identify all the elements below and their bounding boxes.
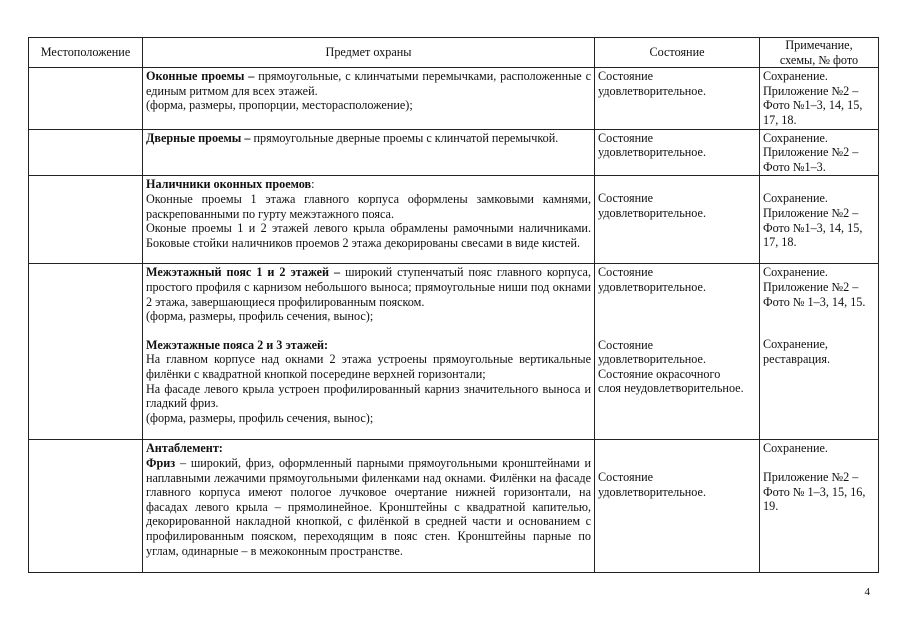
note-text: Приложение №2 – (763, 83, 859, 98)
note-text: Приложение №2 – (763, 145, 859, 160)
state-text: Состояние (598, 265, 654, 280)
state-text: Состояние (598, 69, 654, 84)
table-row (29, 68, 879, 129)
subject-title: Межэтажные пояса 2 и 3 этажей: (146, 337, 329, 352)
subject-title: Наличники оконных проемов (146, 177, 312, 192)
subject-cell (143, 129, 595, 176)
subject-title: Оконные проемы – (146, 69, 255, 84)
header-note (760, 38, 879, 68)
location-cell (29, 68, 143, 129)
state-text: Состояние (598, 337, 654, 352)
subject-subtitle: Фриз (146, 455, 176, 470)
note-text: Приложение №2 – (763, 469, 859, 484)
subject-paragraph (146, 265, 591, 309)
note-cell (760, 68, 879, 129)
table-header-row (29, 38, 879, 68)
subject-title: Межэтажный пояс 1 и 2 этажей – (146, 265, 341, 280)
location-cell (29, 129, 143, 176)
note-text: Сохранение, (763, 337, 828, 352)
state-text: Состояние (598, 191, 654, 206)
subject-extra: (форма, размеры, профиль сечения, вынос); (146, 309, 374, 324)
subject-text: – широкий, фриз, оформленный парными прямоугольными кронштейнами и наплавными лежачими прямоугольными филенками над окнами. Филёнки на фасаде главного корпуса имеют пологое лучковое очертание нижней горизонтали, на фасадах левого крыла – прямолинейное. Кронштейны с квадратной капителью, декорированной накладной кнопкой, с филёнкой в средней части и основанием с профилированным пояском, переходящим в пояс стен. Кронштейны парные по углам, одинарные – в межоконным пространстве. (146, 455, 591, 558)
state-text: Состояние (598, 470, 654, 485)
subject-paragraph: На главном корпусе над окнами 2 этажа устроены прямоугольные вертикальные филёнки с квадратной кнопкой посередине верхней горизонтали; (146, 352, 591, 381)
note-text: Сохранение. (763, 69, 828, 84)
subject-paragraph (146, 69, 591, 98)
subject-text: широкий ступенчатый пояс главного корпуса, простого профиля с карнизом небольшого выноса; прямоугольные ниши под окнами 2 этажа, завершающиеся профилированным пояском. (146, 265, 591, 309)
table-row (29, 264, 879, 440)
subject-text: прямоугольные дверные проемы с клинчатой перемычкой. (250, 130, 559, 145)
subject-title-suffix: : (311, 177, 315, 192)
note-text: 17, 18. (763, 235, 797, 250)
subject-cell (143, 440, 595, 573)
subject-extra: (форма, размеры, профиль сечения, вынос); (146, 410, 374, 425)
header-note-line1: Примечание, (785, 38, 853, 52)
note-text: Фото №1–3, 14, 15, (763, 220, 863, 235)
note-text: Фото №1–3, 14, 15, (763, 98, 863, 113)
state-cell (595, 129, 760, 176)
state-text: удовлетворительное. (598, 145, 707, 160)
subject-cell (143, 264, 595, 440)
state-text: удовлетворительное. (598, 83, 707, 98)
header-note-line2: схемы, № фото (779, 52, 859, 67)
note-text: Фото № 1–3, 15, 16, (763, 484, 866, 499)
note-cell (760, 129, 879, 176)
subject-title: Антаблемент: (146, 441, 223, 456)
note-text: Фото №1–3. (763, 159, 826, 174)
location-cell (29, 264, 143, 440)
protection-subject-table (28, 37, 879, 573)
state-text: Состояние (598, 130, 654, 145)
state-text: удовлетворительное. (598, 279, 707, 294)
subject-text: прямоугольные, с клинчатыми перемычками, расположенные с единым ритмом для всех этажей. (146, 69, 591, 98)
state-cell (595, 440, 760, 573)
state-cell (595, 68, 760, 129)
note-text: реставрация. (763, 351, 831, 366)
subject-title: Дверные проемы – (146, 130, 251, 145)
subject-extra: (форма, размеры, пропорции, месторасположение); (146, 98, 413, 113)
state-text: удовлетворительное. (598, 352, 707, 367)
header-subject: Предмет охраны (143, 38, 595, 68)
table-row (29, 129, 879, 176)
subject-paragraph: Оконые проемы 1 и 2 этажей левого крыла обрамлены рамочными наличниками. Боковые стойки наличников проемов 2 этажа декорированы свесами в виде кистей. (146, 221, 591, 250)
subject-paragraph: На фасаде левого крыла устроен профилированный карниз значительного выноса и гладкий фриз. (146, 381, 591, 411)
note-text: Приложение №2 – (763, 205, 859, 220)
location-cell (29, 176, 143, 264)
state-text: Состояние окрасочного (598, 366, 721, 381)
note-text: Сохранение. (763, 130, 828, 145)
state-text: слоя неудовлетворительное. (598, 381, 744, 396)
state-text: удовлетворительное. (598, 205, 707, 220)
subject-paragraph (146, 131, 591, 146)
note-text: Сохранение. (763, 191, 828, 206)
state-cell (595, 264, 760, 440)
subject-paragraph: Оконные проемы 1 этажа главного корпуса оформлены замковыми камнями, раскрепованными по гурту межэтажного пояса. (146, 191, 591, 221)
state-text: удовлетворительное. (598, 484, 707, 499)
subject-paragraph (146, 456, 591, 558)
note-text: 19. (763, 499, 779, 514)
state-cell (595, 176, 760, 264)
note-text: Сохранение. (763, 441, 828, 456)
note-cell (760, 264, 879, 440)
table-row (29, 176, 879, 264)
subject-heading (146, 177, 591, 192)
subject-cell (143, 68, 595, 129)
subject-cell (143, 176, 595, 264)
note-text: Сохранение. (763, 265, 828, 280)
note-cell (760, 440, 879, 573)
note-text: Приложение №2 – (763, 279, 859, 294)
location-cell (29, 440, 143, 573)
header-state: Состояние (595, 38, 760, 68)
header-location: Местоположение (29, 38, 143, 68)
table-row (29, 440, 879, 573)
page-number: 4 (864, 586, 870, 598)
note-cell (760, 176, 879, 264)
note-text: Фото № 1–3, 14, 15. (763, 294, 866, 309)
note-text: 17, 18. (763, 112, 797, 127)
